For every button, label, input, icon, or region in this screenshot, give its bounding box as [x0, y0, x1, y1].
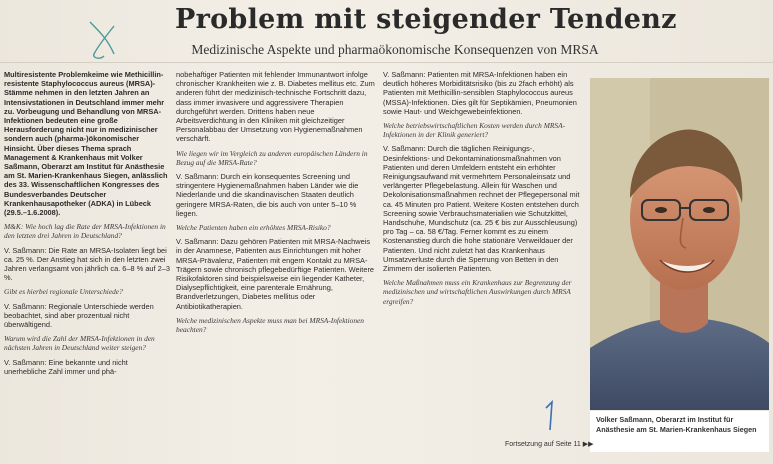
question-7: Welche betriebswirtschaftlichen Kosten werden durch MRSA-Infektionen in der Klinik generiert? — [383, 121, 566, 140]
question-8: Welche Maßnahmen muss ein Krankenhaus zur Begrenzung der medizinischen und wirtschaftlichen Auswirkungen durch MRSA ergreifen? — [383, 278, 572, 306]
header-divider — [0, 62, 773, 63]
handwritten-number-icon — [540, 400, 560, 432]
column-2 — [176, 70, 376, 462]
answer-1: V. Saßmann: Die Rate an MRSA-Isolaten liegt bei ca. 25 %. Der Anstieg hat sich in den letzten zwei Jahren verlangsamt von jährlich ca. 6–8 % auf 2–3 %. — [4, 245, 170, 283]
question-2: Gibt es hierbei regionale Unterschiede? — [4, 287, 123, 297]
column-1 — [4, 70, 170, 462]
continuation-link[interactable]: Fortsetzung auf Seite 11 ▶▶ — [505, 441, 594, 448]
article-subtitle: Medizinische Aspekte und pharmaökonomische Konsequenzen von MRSA — [191, 42, 599, 57]
answer-4: V. Saßmann: Durch ein konsequentes Screening und stringentere Hygienemaßnahmen haben Länder wie die Niederlande und die skandinavischen Staaten deutlich geringere MRSA-Raten, die bis auch von unter 5–10 % liegen. — [176, 172, 359, 218]
answer-6: V. Saßmann: Patienten mit MRSA-Infektionen haben ein deutlich höheres Morbiditätsrisiko (bis zu 2fach erhöht) als Patienten mit Methicillin-sensiblen Staphylococcus aureus (MSSA)-Infektionen. Dies gilt für Septikämien, Pneumonien sowie Haut- und Weichgewebeinfektionen. — [383, 70, 577, 116]
answer-5: V. Saßmann: Dazu gehören Patienten mit MRSA-Nachweis in der Anamnese, Patienten aus Einrichtungen mit hoher MRSA-Prävalenz, Patienten mit engem Kontakt zu MRSA-Trägern sowie chronisch pflegebedürftige Patienten. Weitere Risikofaktoren sind beispielsweise ein liegender Katheter, Dialysepflichtigkeit, eine parenterale Ernährung, Brandverletzungen, Diabetes mellitus oder Antibiotikatherapien. — [176, 237, 375, 311]
question-1: M&K: Wie hoch lag die Rate der MRSA-Infektionen in den letzten drei Jahren in Deutschland? — [4, 222, 166, 241]
portrait-illustration — [590, 78, 769, 410]
portrait-photo — [590, 78, 769, 410]
question-3: Warum wird die Zahl der MRSA-Infektionen in den nächsten Jahren in Deutschland weiter steigen? — [4, 334, 155, 353]
question-5: Welche Patienten haben ein erhöhtes MRSA-Risiko? — [176, 223, 331, 233]
paragraph-continued: nobehaftiger Patienten mit fehlender Immunantwort infolge chronischer Krankheiten wie z. B. Diabetes mellitus etc. Zum anderen führt der medizinisch-technische Fortschritt dazu, dass immer invasivere und aggressivere Therapien durchgeführt werden. Drittens haben neue Arbeitsverdichtung in den Kliniken mit gleichzeitiger Personalabbau der Umsetzung von Hygienemaßnahmen verschärft. — [176, 70, 375, 144]
intro-paragraph: Multiresistente Problemkeime wie Methicillin-resistente Staphylococcus aureus (MRSA)-Stämme nehmen in den letzten Jahren an Intensivstationen in Deutschland immer mehr zu. Vorbeugung und Behandlung von MRSA-Infektionen bedeuten eine große Herausforderung nicht nur in medizinischer sondern auch (pharma-)ökonomischer Hinsicht. Über dieses Thema sprach Management & Krankenhaus mit Volker Saßmann, Oberarzt am Institut für Anästhesie am St. Marien-Krankenhaus Siegen, anlässlich des 33. Wissenschaftlichen Kongresses des Bundesverbandes Deutscher Krankenhausapotheker (ADKA) in Lübeck (29.5.–1.6.2008). — [4, 70, 168, 218]
handwritten-mark-icon — [86, 18, 120, 60]
article-title: Problem mit steigender Tendenz — [175, 4, 677, 35]
photo-caption-text: Volker Saßmann, Oberarzt im Institut für Anästhesie am St. Marien-Krankenhaus Siegen — [596, 415, 757, 434]
photo-caption — [590, 411, 769, 452]
question-4: Wie liegen wir im Vergleich zu anderen europäischen Ländern in Bezug auf die MRSA-Rate? — [176, 148, 368, 167]
question-6: Welche medizinischen Aspekte muss man bei MRSA-Infektionen beachten? — [176, 315, 364, 335]
answer-3: V. Saßmann: Eine bekannte und nicht unerhebliche Zahl immer und phä- — [4, 357, 128, 376]
answer-7: V. Saßmann: Durch die täglichen Reinigungs-, Desinfektions- und Dekontaminationsmaßnahmen von Patienten und deren Umfeldern entsteht ein erhöhter Reinigungsaufwand mit vermehrtem Personaleinsatz und verlängerter Pflegebelastung. Allein für Waschen und Dekolonisationsmaßnahmen rechnet der Pflegepersonal mit ca. 45 Minuten pro Patient. Weitere Kosten entstehen durch Screening sowie Verbrauchsmaterialien wie Schutzkittel, Handschuhe, Mundschutz (ca. 25 € bis zur Ausschleusung) pro Tag – ca. 58 €/Tag. Ferner kommt es zu einem Kostenanstieg durch die hohe stationäre Verweildauer der Patienten. Und nicht zuletzt hat das Krankenhaus Umsatzverluste durch die Sperrung von Betten in den Zimmern der isolierten Patienten. — [383, 144, 580, 274]
answer-2: V. Saßmann: Regionale Unterschiede werden beobachtet, sind aber prozentual nicht überwältigend. — [4, 301, 154, 330]
